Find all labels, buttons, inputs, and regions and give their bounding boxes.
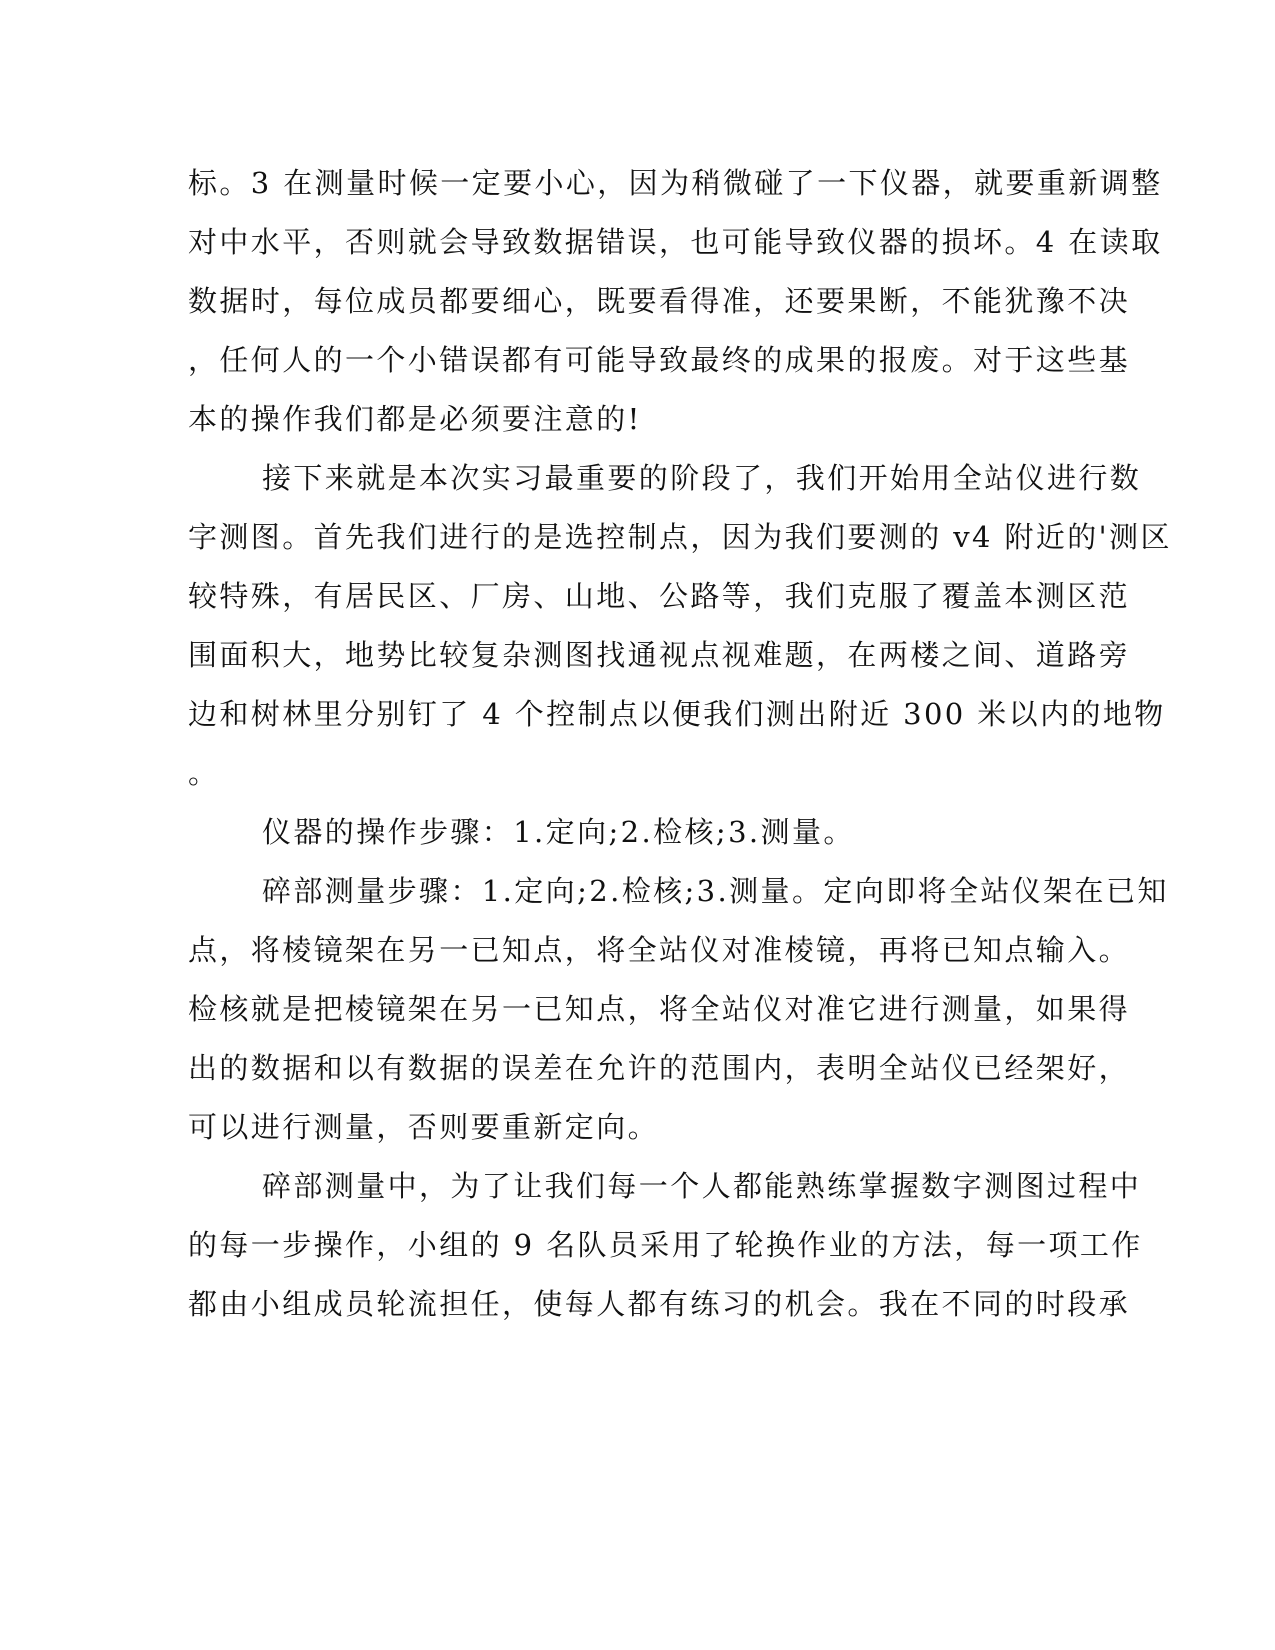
text-line: 字测图。首先我们进行的是选控制点，因为我们要测的 v4 附近的'测区 [188,520,1172,554]
text-line: 标。3 在测量时候一定要小心，因为稍微碰了一下仪器，就要重新调整 [188,166,1163,200]
text-line: 本的操作我们都是必须要注意的! [188,402,642,436]
paragraph-first-line: 接下来就是本次实习最重要的阶段了，我们开始用全站仪进行数 [262,461,1142,495]
paragraph-first-line: 仪器的操作步骤：1.定向;2.检核;3.测量。 [262,815,855,849]
text-line: 都由小组成员轮流担任，使每人都有练习的机会。我在不同的时段承 [188,1287,1131,1321]
text-line: 可以进行测量，否则要重新定向。 [188,1110,660,1144]
text-line: 。 [188,756,220,790]
text-line: 边和树林里分别钉了 4 个控制点以便我们测出附近 300 米以内的地物 [188,697,1166,731]
text-line: 对中水平，否则就会导致数据错误，也可能导致仪器的损坏。4 在读取 [188,225,1163,259]
paragraph-first-line: 碎部测量步骤：1.定向;2.检核;3.测量。定向即将全站仪架在已知 [262,874,1169,908]
text-line: 的每一步操作，小组的 9 名队员采用了轮换作业的方法，每一项工作 [188,1228,1143,1262]
text-line: 较特殊，有居民区、厂房、山地、公路等，我们克服了覆盖本测区范 [188,579,1131,613]
text-line: 数据时，每位成员都要细心，既要看得准，还要果断，不能犹豫不决 [188,284,1131,318]
text-line: 检核就是把棱镜架在另一已知点，将全站仪对准它进行测量，如果得 [188,992,1131,1026]
text-line: 出的数据和以有数据的误差在允许的范围内，表明全站仪已经架好， [188,1051,1131,1085]
text-line: 围面积大，地势比较复杂测图找通视点视难题，在两楼之间、道路旁 [188,638,1131,672]
text-line: ，任何人的一个小错误都有可能导致最终的成果的报废。对于这些基 [188,343,1131,377]
paragraph-first-line: 碎部测量中，为了让我们每一个人都能熟练掌握数字测图过程中 [262,1169,1142,1203]
text-line: 点，将棱镜架在另一已知点，将全站仪对准棱镜，再将已知点输入。 [188,933,1131,967]
